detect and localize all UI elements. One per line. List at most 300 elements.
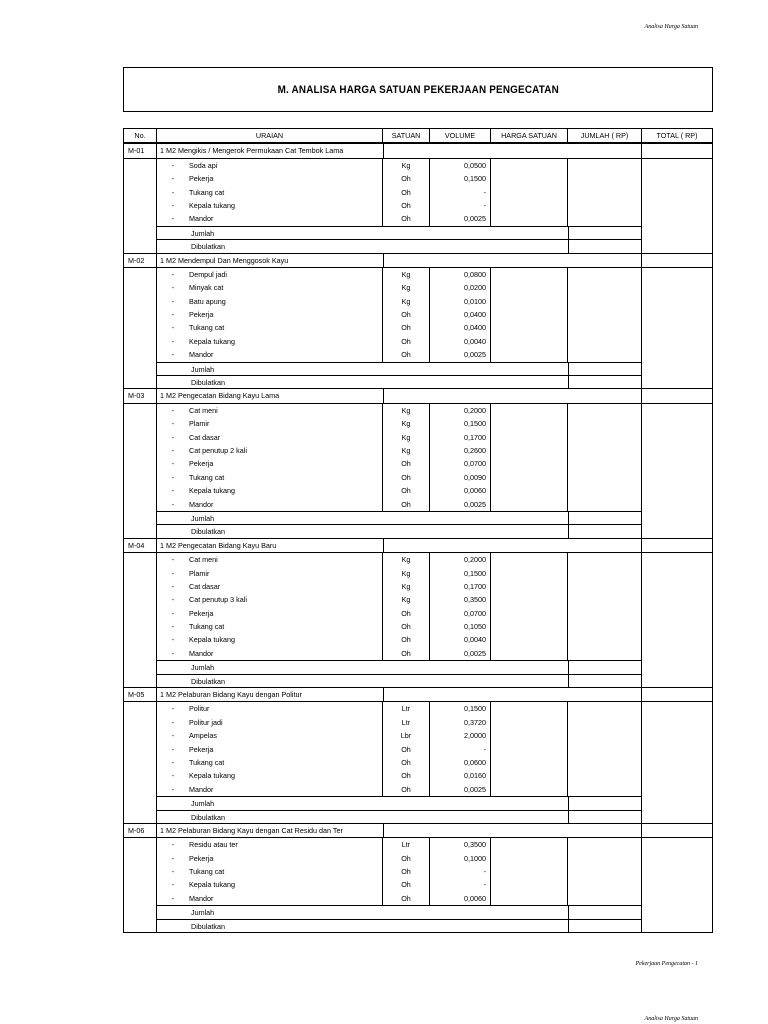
item-amount bbox=[568, 633, 642, 646]
row-blank bbox=[124, 199, 157, 212]
item-name: Residu atau ter bbox=[189, 840, 238, 850]
item-amount bbox=[568, 268, 642, 281]
item-dash: - bbox=[171, 648, 175, 658]
item-unit: Kg bbox=[383, 281, 430, 294]
table-row bbox=[124, 348, 712, 361]
section-blank bbox=[642, 389, 712, 402]
row-blank bbox=[491, 796, 568, 809]
row-blank bbox=[124, 471, 157, 484]
item-volume: - bbox=[430, 199, 491, 212]
table-row bbox=[124, 729, 712, 742]
item-total bbox=[642, 567, 712, 580]
item-total bbox=[642, 321, 712, 334]
row-blank bbox=[124, 838, 157, 851]
item-amount bbox=[568, 417, 642, 430]
item-dash: - bbox=[171, 269, 175, 279]
item-dash: - bbox=[171, 486, 175, 496]
item-amount bbox=[568, 892, 642, 905]
item-name: Mandor bbox=[189, 648, 214, 658]
item-unit: Kg bbox=[383, 553, 430, 566]
row-blank bbox=[124, 647, 157, 660]
item-dash: - bbox=[171, 581, 175, 591]
item-unit: Oh bbox=[383, 199, 430, 212]
dibulatkan-amount bbox=[568, 919, 642, 932]
item-dash: - bbox=[171, 622, 175, 632]
item-description bbox=[157, 308, 383, 321]
section-blank bbox=[491, 539, 568, 552]
item-total bbox=[642, 172, 712, 185]
item-unit-price bbox=[491, 444, 568, 457]
dibulatkan-label: Dibulatkan bbox=[157, 810, 383, 823]
item-total bbox=[642, 633, 712, 646]
item-description bbox=[157, 348, 383, 361]
item-volume: 0,3500 bbox=[430, 593, 491, 606]
page-header-text: Analisa Harga Satuan bbox=[644, 24, 698, 30]
jumlah-amount bbox=[568, 796, 642, 809]
item-volume: 0,1500 bbox=[430, 702, 491, 715]
item-amount bbox=[568, 199, 642, 212]
row-blank bbox=[124, 633, 157, 646]
row-blank bbox=[124, 674, 157, 687]
item-volume: 0,1500 bbox=[430, 567, 491, 580]
item-unit-price bbox=[491, 769, 568, 782]
table-row bbox=[124, 431, 712, 444]
item-description bbox=[157, 417, 383, 430]
item-dash: - bbox=[171, 296, 175, 306]
item-amount bbox=[568, 186, 642, 199]
section-blank bbox=[491, 254, 568, 267]
item-name: Pekerja bbox=[189, 310, 214, 320]
item-amount bbox=[568, 878, 642, 891]
item-amount bbox=[568, 702, 642, 715]
item-name: Politur bbox=[189, 704, 210, 714]
table-row bbox=[124, 633, 712, 646]
item-description bbox=[157, 268, 383, 281]
next-page-header-text: Analisa Harga Satuan bbox=[644, 1016, 698, 1022]
row-blank bbox=[430, 674, 491, 687]
item-dash: - bbox=[171, 595, 175, 605]
item-amount bbox=[568, 607, 642, 620]
item-volume: 0,1000 bbox=[430, 852, 491, 865]
item-dash: - bbox=[171, 432, 175, 442]
row-blank bbox=[124, 743, 157, 756]
row-blank bbox=[124, 172, 157, 185]
item-unit: Oh bbox=[383, 607, 430, 620]
item-total bbox=[642, 593, 712, 606]
section-blank bbox=[491, 824, 568, 837]
item-total bbox=[642, 716, 712, 729]
item-volume: - bbox=[430, 186, 491, 199]
row-blank bbox=[491, 905, 568, 918]
row-blank bbox=[124, 905, 157, 918]
item-description bbox=[157, 852, 383, 865]
table-row bbox=[124, 620, 712, 633]
item-volume: 0,1500 bbox=[430, 172, 491, 185]
row-blank bbox=[124, 348, 157, 361]
item-unit: Oh bbox=[383, 348, 430, 361]
section-blank bbox=[430, 824, 491, 837]
item-amount bbox=[568, 281, 642, 294]
row-blank bbox=[642, 362, 712, 375]
item-name: Pekerja bbox=[189, 608, 214, 618]
item-unit-price bbox=[491, 743, 568, 756]
item-unit: Kg bbox=[383, 268, 430, 281]
row-blank bbox=[124, 212, 157, 225]
item-unit-price bbox=[491, 852, 568, 865]
item-total bbox=[642, 199, 712, 212]
item-name: Kepala tukang bbox=[189, 880, 235, 890]
table-row bbox=[124, 701, 712, 715]
item-total bbox=[642, 783, 712, 796]
item-amount bbox=[568, 553, 642, 566]
item-total bbox=[642, 431, 712, 444]
item-amount bbox=[568, 620, 642, 633]
section-title: 1 M2 Mendempul Dan Menggosok Kayu bbox=[160, 255, 289, 265]
item-total bbox=[642, 348, 712, 361]
item-unit: Oh bbox=[383, 308, 430, 321]
item-amount bbox=[568, 729, 642, 742]
item-dash: - bbox=[171, 160, 175, 170]
header-jumlah: JUMLAH ( RP) bbox=[568, 129, 642, 142]
item-unit-price bbox=[491, 321, 568, 334]
row-blank bbox=[124, 852, 157, 865]
item-total bbox=[642, 498, 712, 511]
row-blank bbox=[124, 362, 157, 375]
item-dash: - bbox=[171, 283, 175, 293]
section-blank bbox=[642, 144, 712, 157]
item-description bbox=[157, 471, 383, 484]
item-dash: - bbox=[171, 608, 175, 618]
item-unit-price bbox=[491, 172, 568, 185]
row-blank bbox=[124, 593, 157, 606]
row-blank bbox=[491, 375, 568, 388]
section-blank bbox=[430, 688, 491, 701]
table-row bbox=[124, 281, 712, 294]
item-unit: Oh bbox=[383, 892, 430, 905]
item-name: Batu apung bbox=[189, 296, 226, 306]
item-total bbox=[642, 838, 712, 851]
item-name: Tukang cat bbox=[189, 187, 225, 197]
item-dash: - bbox=[171, 445, 175, 455]
item-unit-price bbox=[491, 865, 568, 878]
item-unit-price bbox=[491, 457, 568, 470]
jumlah-amount bbox=[568, 905, 642, 918]
item-dash: - bbox=[171, 840, 175, 850]
dibulatkan-amount bbox=[568, 524, 642, 537]
item-total bbox=[642, 308, 712, 321]
dibulatkan-row bbox=[124, 239, 712, 252]
item-volume: 0,2600 bbox=[430, 444, 491, 457]
item-unit: Kg bbox=[383, 417, 430, 430]
item-unit-price bbox=[491, 756, 568, 769]
item-total bbox=[642, 729, 712, 742]
item-name: Pekerja bbox=[189, 744, 214, 754]
row-blank bbox=[124, 769, 157, 782]
item-dash: - bbox=[171, 880, 175, 890]
row-blank bbox=[642, 674, 712, 687]
item-unit: Oh bbox=[383, 321, 430, 334]
section-title: 1 M2 Pelaburan Bidang Kayu dengan Cat Residu dan Ter bbox=[160, 825, 343, 835]
item-dash: - bbox=[171, 405, 175, 415]
section-number: M-01 bbox=[124, 144, 157, 157]
row-blank bbox=[383, 810, 430, 823]
row-blank bbox=[383, 524, 430, 537]
table-row bbox=[124, 335, 712, 348]
item-unit: Oh bbox=[383, 647, 430, 660]
item-description bbox=[157, 404, 383, 417]
item-name: Cat dasar bbox=[189, 432, 221, 442]
item-amount bbox=[568, 457, 642, 470]
item-unit-price bbox=[491, 159, 568, 172]
item-unit: Oh bbox=[383, 783, 430, 796]
section-number: M-02 bbox=[124, 254, 157, 267]
item-dash: - bbox=[171, 784, 175, 794]
item-unit: Kg bbox=[383, 567, 430, 580]
table-row bbox=[124, 837, 712, 851]
item-name: Tukang cat bbox=[189, 757, 225, 767]
item-name: Kepala tukang bbox=[189, 336, 235, 346]
item-volume: 0,3500 bbox=[430, 838, 491, 851]
section-row bbox=[124, 823, 712, 837]
section-blank bbox=[642, 539, 712, 552]
item-total bbox=[642, 769, 712, 782]
row-blank bbox=[124, 756, 157, 769]
item-description bbox=[157, 620, 383, 633]
row-blank bbox=[642, 375, 712, 388]
item-name: Pekerja bbox=[189, 459, 214, 469]
item-dash: - bbox=[171, 704, 175, 714]
item-unit-price bbox=[491, 553, 568, 566]
row-blank bbox=[124, 580, 157, 593]
item-description bbox=[157, 295, 383, 308]
row-blank bbox=[383, 239, 430, 252]
item-volume: 0,0400 bbox=[430, 308, 491, 321]
table-row bbox=[124, 308, 712, 321]
section-title: 1 M2 Pengecatan Bidang Kayu Baru bbox=[160, 540, 277, 550]
section-row bbox=[124, 253, 712, 267]
row-blank bbox=[430, 375, 491, 388]
row-blank bbox=[124, 375, 157, 388]
section-blank bbox=[430, 144, 491, 157]
analysis-table bbox=[123, 128, 713, 933]
item-unit-price bbox=[491, 268, 568, 281]
table-row bbox=[124, 852, 712, 865]
row-blank bbox=[642, 905, 712, 918]
item-description bbox=[157, 633, 383, 646]
item-amount bbox=[568, 567, 642, 580]
table-row bbox=[124, 199, 712, 212]
item-name: Plamir bbox=[189, 568, 210, 578]
page-footer-text: Pekerjaan Pengecatan - 1 bbox=[635, 961, 698, 967]
row-blank bbox=[430, 796, 491, 809]
item-description bbox=[157, 159, 383, 172]
item-unit-price bbox=[491, 620, 568, 633]
header-harga-satuan: HARGA SATUAN bbox=[491, 129, 568, 142]
item-dash: - bbox=[171, 893, 175, 903]
jumlah-amount bbox=[568, 660, 642, 673]
item-description bbox=[157, 186, 383, 199]
item-dash: - bbox=[171, 771, 175, 781]
row-blank bbox=[124, 878, 157, 891]
item-volume: 0,2000 bbox=[430, 404, 491, 417]
item-unit: Oh bbox=[383, 457, 430, 470]
item-volume: 0,0100 bbox=[430, 295, 491, 308]
item-volume: 0,0040 bbox=[430, 633, 491, 646]
table-row bbox=[124, 403, 712, 417]
item-volume: 0,0060 bbox=[430, 484, 491, 497]
row-blank bbox=[124, 919, 157, 932]
row-blank bbox=[124, 321, 157, 334]
row-blank bbox=[124, 457, 157, 470]
item-dash: - bbox=[171, 568, 175, 578]
item-name: Tukang cat bbox=[189, 622, 225, 632]
item-volume: 2,0000 bbox=[430, 729, 491, 742]
item-volume: 0,0800 bbox=[430, 268, 491, 281]
section-blank bbox=[568, 254, 642, 267]
item-description bbox=[157, 457, 383, 470]
table-row bbox=[124, 769, 712, 782]
item-amount bbox=[568, 647, 642, 660]
row-blank bbox=[124, 226, 157, 239]
section-number: M-03 bbox=[124, 389, 157, 402]
dibulatkan-amount bbox=[568, 810, 642, 823]
item-dash: - bbox=[171, 744, 175, 754]
dibulatkan-row bbox=[124, 524, 712, 537]
item-name: Plamir bbox=[189, 419, 210, 429]
row-blank bbox=[124, 511, 157, 524]
item-unit: Kg bbox=[383, 593, 430, 606]
jumlah-row bbox=[124, 362, 712, 375]
item-dash: - bbox=[171, 419, 175, 429]
item-volume: 0,1700 bbox=[430, 580, 491, 593]
item-unit: Oh bbox=[383, 335, 430, 348]
item-dash: - bbox=[171, 867, 175, 877]
item-name: Dempul jadi bbox=[189, 269, 227, 279]
dibulatkan-row bbox=[124, 674, 712, 687]
section-blank bbox=[568, 688, 642, 701]
table-row bbox=[124, 471, 712, 484]
item-unit: Oh bbox=[383, 471, 430, 484]
table-row bbox=[124, 484, 712, 497]
item-volume: - bbox=[430, 743, 491, 756]
row-blank bbox=[491, 660, 568, 673]
item-description bbox=[157, 484, 383, 497]
item-dash: - bbox=[171, 731, 175, 741]
item-volume: 0,0025 bbox=[430, 498, 491, 511]
row-blank bbox=[124, 281, 157, 294]
row-blank bbox=[642, 919, 712, 932]
table-row bbox=[124, 295, 712, 308]
item-total bbox=[642, 865, 712, 878]
item-description bbox=[157, 702, 383, 715]
dibulatkan-row bbox=[124, 919, 712, 932]
section-blank bbox=[491, 144, 568, 157]
item-amount bbox=[568, 484, 642, 497]
section-title: 1 M2 Mengikis / Mengerok Permukaan Cat Tembok Lama bbox=[160, 146, 344, 156]
row-blank bbox=[642, 810, 712, 823]
item-name: Kepala tukang bbox=[189, 635, 235, 645]
item-volume: 0,0700 bbox=[430, 607, 491, 620]
item-description bbox=[157, 199, 383, 212]
item-amount bbox=[568, 865, 642, 878]
header-total: TOTAL ( RP) bbox=[656, 131, 698, 140]
row-blank bbox=[124, 268, 157, 281]
row-blank bbox=[124, 431, 157, 444]
jumlah-amount bbox=[568, 226, 642, 239]
row-blank bbox=[124, 186, 157, 199]
item-unit: Oh bbox=[383, 878, 430, 891]
item-description bbox=[157, 580, 383, 593]
row-blank bbox=[430, 810, 491, 823]
header-satuan: SATUAN bbox=[383, 129, 430, 142]
item-unit-price bbox=[491, 716, 568, 729]
item-unit-price bbox=[491, 308, 568, 321]
section-blank bbox=[491, 688, 568, 701]
item-volume: 0,0700 bbox=[430, 457, 491, 470]
item-volume: 0,0025 bbox=[430, 647, 491, 660]
row-blank bbox=[124, 308, 157, 321]
row-blank bbox=[124, 716, 157, 729]
item-dash: - bbox=[171, 174, 175, 184]
row-blank bbox=[124, 660, 157, 673]
item-unit: Oh bbox=[383, 484, 430, 497]
item-unit: Oh bbox=[383, 172, 430, 185]
dibulatkan-label: Dibulatkan bbox=[157, 674, 383, 687]
row-blank bbox=[430, 660, 491, 673]
item-unit-price bbox=[491, 607, 568, 620]
row-blank bbox=[124, 524, 157, 537]
item-dash: - bbox=[171, 499, 175, 509]
row-blank bbox=[124, 607, 157, 620]
item-name: Mandor bbox=[189, 784, 214, 794]
item-amount bbox=[568, 404, 642, 417]
item-total bbox=[642, 471, 712, 484]
item-dash: - bbox=[171, 200, 175, 210]
section-blank bbox=[430, 389, 491, 402]
jumlah-label: Jumlah bbox=[157, 226, 383, 239]
item-volume: 0,2000 bbox=[430, 553, 491, 566]
table-row bbox=[124, 878, 712, 891]
item-total bbox=[642, 607, 712, 620]
item-unit-price bbox=[491, 878, 568, 891]
jumlah-row bbox=[124, 796, 712, 809]
row-blank bbox=[642, 511, 712, 524]
section-blank bbox=[383, 824, 430, 837]
row-blank bbox=[491, 524, 568, 537]
section-row bbox=[124, 388, 712, 402]
item-unit-price bbox=[491, 702, 568, 715]
item-amount bbox=[568, 444, 642, 457]
row-blank bbox=[124, 404, 157, 417]
item-name: Cat penutup 3 kali bbox=[189, 595, 247, 605]
row-blank bbox=[642, 796, 712, 809]
item-amount bbox=[568, 756, 642, 769]
item-description bbox=[157, 553, 383, 566]
section-title: 1 M2 Pengecatan Bidang Kayu Lama bbox=[160, 391, 280, 401]
item-unit-price bbox=[491, 593, 568, 606]
row-blank bbox=[430, 239, 491, 252]
item-unit: Kg bbox=[383, 431, 430, 444]
dibulatkan-row bbox=[124, 375, 712, 388]
item-volume: 0,1500 bbox=[430, 417, 491, 430]
item-amount bbox=[568, 431, 642, 444]
item-description bbox=[157, 431, 383, 444]
item-total bbox=[642, 892, 712, 905]
item-unit-price bbox=[491, 186, 568, 199]
row-blank bbox=[124, 239, 157, 252]
table-row bbox=[124, 498, 712, 511]
item-amount bbox=[568, 852, 642, 865]
